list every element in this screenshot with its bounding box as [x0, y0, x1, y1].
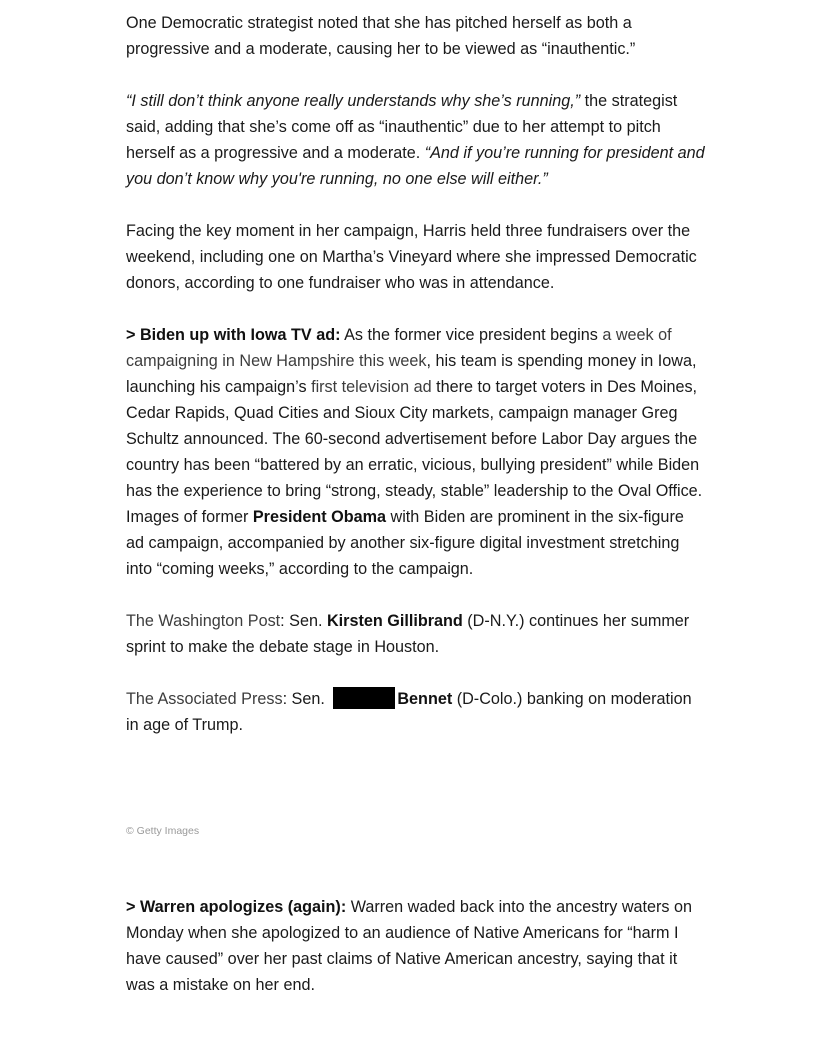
paragraph-text: (D-N.Y.) continues her summer sprint to make the debate stage in Houston. — [126, 612, 690, 656]
paragraph-strategist — [126, 10, 706, 62]
paragraph-associated-press — [126, 686, 706, 738]
article-body-continued — [126, 894, 706, 1024]
paragraph-biden-ad — [126, 322, 706, 582]
link-first-tv-ad[interactable]: first television ad — [311, 378, 432, 396]
bold-name: Bennet — [397, 690, 453, 708]
paragraph-text: Facing the key moment in her campaign, Harris held three fundraisers over the weekend, including one on Martha’s Vineyard where she impressed Democratic donors, according to one fundraiser who was in attendance. — [126, 222, 697, 292]
paragraph-text: , his team is spending money in Iowa, launching his campaign’s — [126, 352, 697, 396]
paragraph-fundraisers — [126, 218, 706, 296]
paragraph-text: (D-Colo.) banking on moderation in age of Trump. — [126, 690, 692, 734]
quote-text: “I still don’t think anyone really understands why she’s running,” — [126, 92, 581, 110]
paragraph-text: Warren waded back into the ancestry waters on Monday when she apologized to an audience of Native Americans for “harm I have caused” over her past claims of Native American ancestry, saying that it was a mistake on her end. — [126, 898, 693, 994]
paragraph-text: : Sen. — [282, 690, 330, 708]
paragraph-warren — [126, 894, 706, 998]
redaction-block — [333, 687, 395, 709]
paragraph-text: the strategist said, adding that she’s come off as “inauthentic” due to her attempt to pitch herself as a progressive and a moderate. — [126, 92, 678, 162]
link-associated-press[interactable]: The Associated Press — [126, 690, 283, 708]
paragraph-quote — [126, 88, 706, 192]
image-caption: © Getty Images — [126, 825, 200, 837]
link-washington-post[interactable]: The Washington Post — [126, 612, 281, 630]
paragraph-text: As the former vice president begins — [340, 326, 603, 344]
article-body — [126, 10, 706, 764]
paragraph-text: : Sen. — [280, 612, 327, 630]
section-heading: > Biden up with Iowa TV ad: — [126, 326, 341, 344]
bold-name: Kirsten Gillibrand — [326, 612, 463, 630]
paragraph-text: there to target voters in Des Moines, Cedar Rapids, Quad Cities and Sioux City markets, campaign manager Greg Schultz announced. The 60-second advertisement before Labor Day argues the country has been “battered by an erratic, vicious, bullying president” while Biden has the experience to bring “strong, steady, stable” leadership to the Oval Office. Images of former — [126, 378, 703, 526]
paragraph-washington-post — [126, 608, 706, 660]
link-new-hampshire[interactable]: a week of campaigning in New Hampshire this week — [126, 326, 672, 370]
paragraph-text: One Democratic strategist noted that she has pitched herself as both a progressive and a moderate, causing her to be viewed as “inauthentic.” — [126, 14, 636, 58]
section-heading: > Warren apologizes (again): — [126, 898, 347, 916]
quote-text: “And if you’re running for president and you don’t know why you're running, no one else will either.” — [126, 144, 705, 188]
paragraph-text: with Biden are prominent in the six-figure ad campaign, accompanied by another six-figure digital investment stretching into “coming weeks,” according to the campaign. — [126, 508, 684, 578]
bold-name: President Obama — [252, 508, 387, 526]
